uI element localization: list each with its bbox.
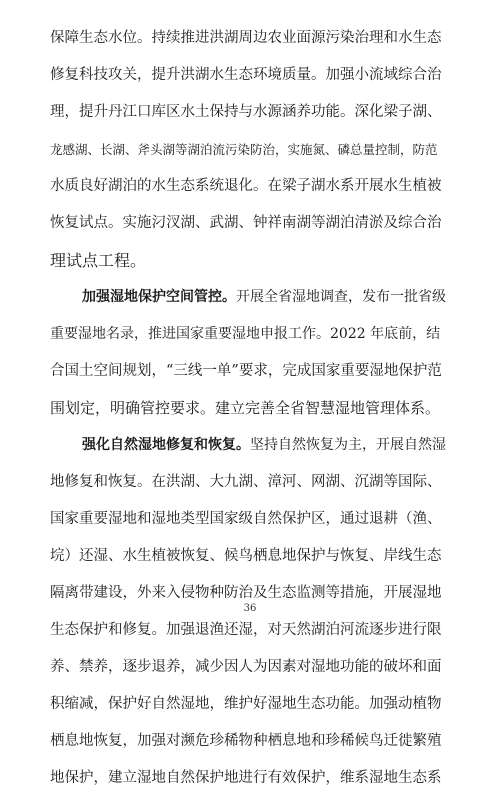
text-segment: 保障生态水位。持续推进洪湖周边农业面源污染治理和水生态 (50, 30, 442, 46)
text-line (50, 279, 450, 316)
section-heading: 强化自然湿地修复和恢复。 (82, 437, 250, 453)
paragraph-p2 (50, 279, 450, 427)
section-heading: 加强湿地保护空间管控。 (82, 289, 236, 305)
text-segment: 积缩减，保护好自然湿地，维护好湿地生态功能。加强动植物 (50, 696, 442, 712)
text-segment: 恢复试点。实施汈汊湖、武湖、钟祥南湖等湖泊清淤及综合治 (50, 215, 442, 231)
text-segment: 地保护，建立湿地自然保护地进行有效保护，维系湿地生态系 (50, 770, 442, 786)
text-line (50, 464, 450, 501)
text-line (50, 353, 450, 390)
text-segment: 栖息地恢复，加强对濒危珍稀物种栖息地和珍稀候鸟迁徙繁殖 (50, 733, 442, 749)
text-segment: 龙感湖、长湖、斧头湖等湖泊流污染防治，实施氮、磷总量控制，防范 (50, 142, 438, 157)
text-segment: 地修复和恢复。在洪湖、大九湖、漳河、网湖、沉湖等国际、 (50, 474, 442, 490)
text-segment: 生态保护和修复。加强退渔还湿，对天然湖泊河流逐步进行限 (50, 622, 442, 638)
text-line (50, 205, 450, 242)
text-line (50, 686, 450, 723)
text-line (50, 131, 450, 168)
text-line (50, 168, 450, 205)
text-line (50, 20, 450, 57)
text-segment: 国家重要湿地和湿地类型国家级自然保护区，通过退耕（渔、 (50, 511, 442, 527)
text-line (50, 94, 450, 131)
text-line (50, 57, 450, 94)
page-number: 36 (243, 603, 257, 614)
text-segment: 修复科技攻关，提升洪湖水生态环境质量。加强小流域综合治 (50, 67, 442, 83)
text-segment: 理，提升丹江口库区水土保持与水源涵养功能。深化梁子湖、 (50, 104, 442, 120)
text-segment: 水质良好湖泊的水生态系统退化。在梁子湖水系开展水生植被 (50, 178, 442, 194)
text-segment: 开展全省湿地调查，发布一批省级 (236, 289, 446, 305)
text-segment: 围划定，明确管控要求。建立完善全省智慧湿地管理体系。 (50, 399, 441, 417)
body-text (50, 20, 450, 797)
text-segment: 重要湿地名录，推进国家重要湿地申报工作。2022 年底前，结 (50, 326, 441, 342)
text-line (50, 760, 450, 797)
text-line (50, 612, 450, 649)
text-line (50, 316, 450, 353)
text-line (50, 649, 450, 686)
text-segment: 隔离带建设，外来入侵物种防治及生态监测等措施，开展湿地 (50, 585, 442, 601)
text-line (50, 390, 450, 427)
text-segment: 垸）还湿、水生植被恢复、候鸟栖息地保护与恢复、岸线生态 (50, 548, 442, 564)
text-line (50, 538, 450, 575)
text-segment: 合国土空间规划，“三线一单”要求，完成国家重要湿地保护范 (50, 363, 442, 379)
text-line (50, 723, 450, 760)
text-segment: 坚持自然恢复为主，开展自然湿 (250, 437, 446, 453)
text-line (50, 242, 450, 279)
text-segment: 理试点工程。 (50, 251, 147, 270)
paragraph-p1 (50, 20, 450, 279)
text-segment: 养、禁养，逐步退养，减少因人为因素对湿地功能的破坏和面 (50, 659, 442, 675)
text-line (50, 501, 450, 538)
text-line (50, 427, 450, 464)
